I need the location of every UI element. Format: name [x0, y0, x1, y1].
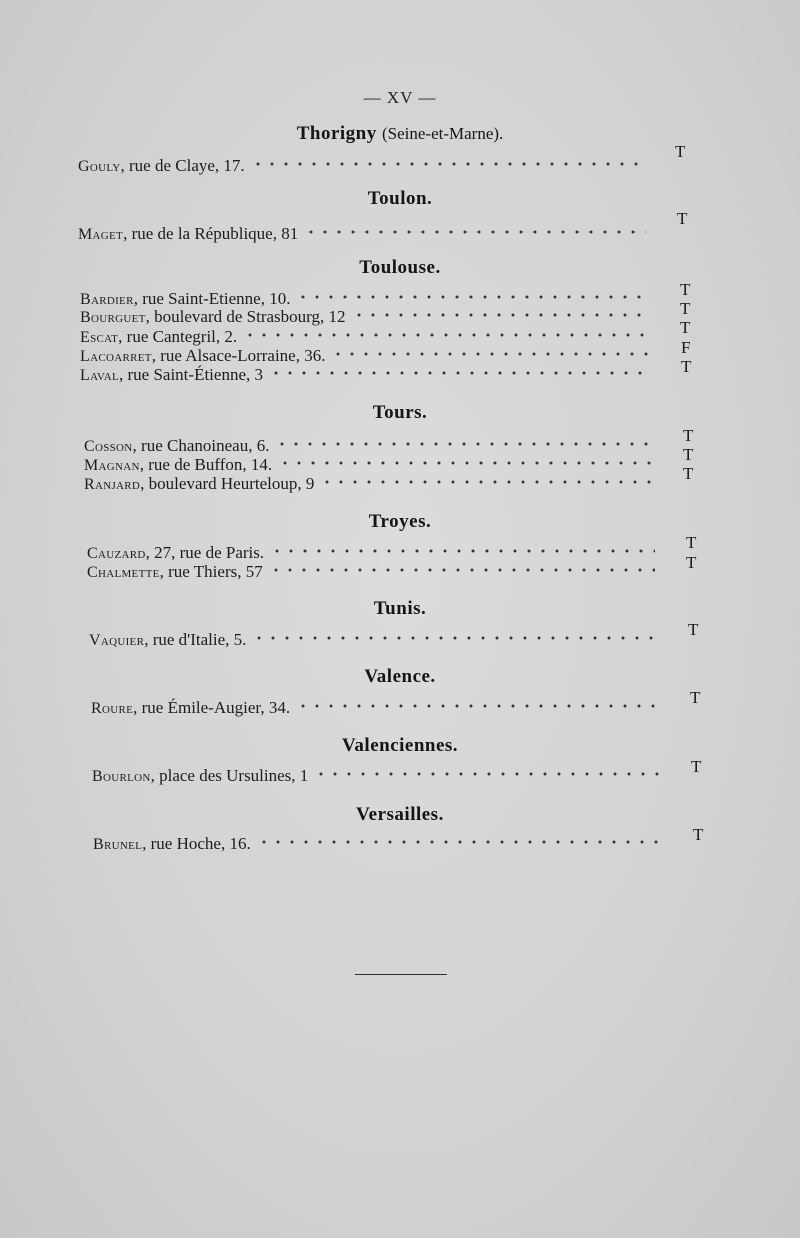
list-item	[91, 698, 659, 718]
entry-code: T	[680, 318, 691, 337]
entry-address: , boulevard de Strasbourg, 12	[145, 307, 346, 326]
entry-name: Roure	[91, 700, 134, 717]
entry-code: T	[690, 688, 701, 707]
section-heading-valenciennes: Valenciennes.	[341, 735, 459, 756]
entry-code: T	[681, 357, 692, 376]
entry-code: T	[686, 553, 697, 572]
entry-address: , rue Thiers, 57	[159, 562, 263, 581]
dot-leader	[275, 441, 652, 447]
entry-address: , rue Saint-Étienne, 3	[119, 365, 263, 384]
entry-address: , rue Alsace-Lorraine, 36.	[151, 346, 326, 365]
list-item	[78, 156, 646, 176]
entry-name: Bourlon	[92, 768, 151, 785]
dot-leader	[257, 839, 661, 845]
entry-address: , rue Saint-Etienne, 10.	[133, 289, 291, 308]
section-heading-versailles: Versailles.	[356, 804, 444, 825]
entry-code: T	[683, 426, 694, 445]
entry-address: , rue de Claye, 17.	[120, 156, 245, 175]
section-heading-tours: Tours.	[372, 402, 428, 423]
entry-address: , 27, rue de Paris.	[145, 543, 265, 562]
list-item	[84, 474, 652, 494]
dot-leader	[296, 294, 648, 300]
entry-name: Bourguet	[80, 309, 146, 326]
entry-code: T	[683, 464, 694, 483]
entry-code: T	[677, 209, 688, 228]
entry-name: Bardier	[80, 291, 134, 308]
entry-code: T	[680, 299, 691, 318]
dot-leader	[251, 161, 646, 167]
entry-code: F	[681, 338, 691, 357]
entry-name: Gouly	[78, 158, 121, 175]
list-item	[80, 327, 648, 347]
entry-name: Maget	[78, 226, 124, 243]
dot-leader	[352, 312, 649, 318]
entry-name: Vaquier	[89, 632, 145, 649]
entry-code: T	[686, 533, 697, 552]
entry-address: , rue Cantegril, 2.	[118, 327, 238, 346]
dot-leader	[269, 370, 648, 376]
list-item	[87, 562, 655, 582]
dot-leader	[314, 771, 660, 777]
entry-address: , rue Chanoineau, 6.	[132, 436, 270, 455]
section-heading-city: Thorigny	[296, 123, 377, 144]
dot-leader	[270, 548, 655, 554]
entry-name: Brunel	[93, 836, 143, 853]
entry-code: T	[683, 445, 694, 464]
entry-address: , rue de Buffon, 14.	[139, 455, 273, 474]
list-item	[80, 307, 648, 327]
entry-name: Magnan	[84, 457, 140, 474]
entry-name: Cauzard	[87, 545, 146, 562]
page-number: — XV —	[363, 88, 437, 107]
dot-leader	[304, 229, 646, 235]
entry-name: Ranjard	[84, 476, 141, 493]
section-subheading: (Seine-et-Marne).	[381, 124, 504, 143]
entry-address: , rue de la République, 81	[123, 224, 299, 243]
section-heading-troyes: Troyes.	[368, 511, 432, 532]
entry-code: T	[691, 757, 702, 776]
entry-address: , rue Émile-Augier, 34.	[133, 698, 291, 717]
dot-leader	[269, 567, 655, 573]
entry-name: Lacoarret	[80, 348, 152, 365]
dot-leader	[320, 479, 652, 485]
entry-code: T	[688, 620, 699, 639]
entry-address: , boulevard Heurteloup, 9	[140, 474, 315, 493]
section-heading-valence: Valence.	[364, 666, 436, 687]
section-heading-toulouse: Toulouse.	[359, 257, 441, 278]
dot-leader	[278, 460, 652, 466]
list-item	[80, 365, 648, 385]
entry-code: T	[675, 142, 686, 161]
list-item	[78, 224, 646, 244]
entry-name: Chalmette	[87, 564, 160, 581]
entry-name: Cosson	[84, 438, 133, 455]
list-item	[84, 455, 652, 475]
entry-address: , rue Hoche, 16.	[142, 834, 251, 853]
entry-name: Escat	[80, 329, 119, 346]
entry-code: T	[680, 280, 691, 299]
dot-leader	[252, 635, 657, 641]
section-heading-toulon: Toulon.	[367, 188, 433, 209]
list-item	[84, 436, 652, 456]
entry-address: , place des Ursulines, 1	[150, 766, 309, 785]
entry-address: , rue d'Italie, 5.	[144, 630, 247, 649]
list-item	[93, 834, 661, 854]
entry-name: Laval	[80, 367, 119, 384]
entry-code: T	[693, 825, 704, 844]
dot-leader	[243, 332, 648, 338]
list-item	[89, 630, 657, 650]
section-heading-tunis: Tunis.	[373, 598, 427, 619]
list-item	[80, 289, 648, 309]
list-item	[80, 346, 648, 366]
list-item	[92, 766, 660, 786]
end-rule	[355, 974, 447, 975]
list-item	[87, 543, 655, 563]
dot-leader	[331, 351, 648, 357]
dot-leader	[296, 703, 659, 709]
